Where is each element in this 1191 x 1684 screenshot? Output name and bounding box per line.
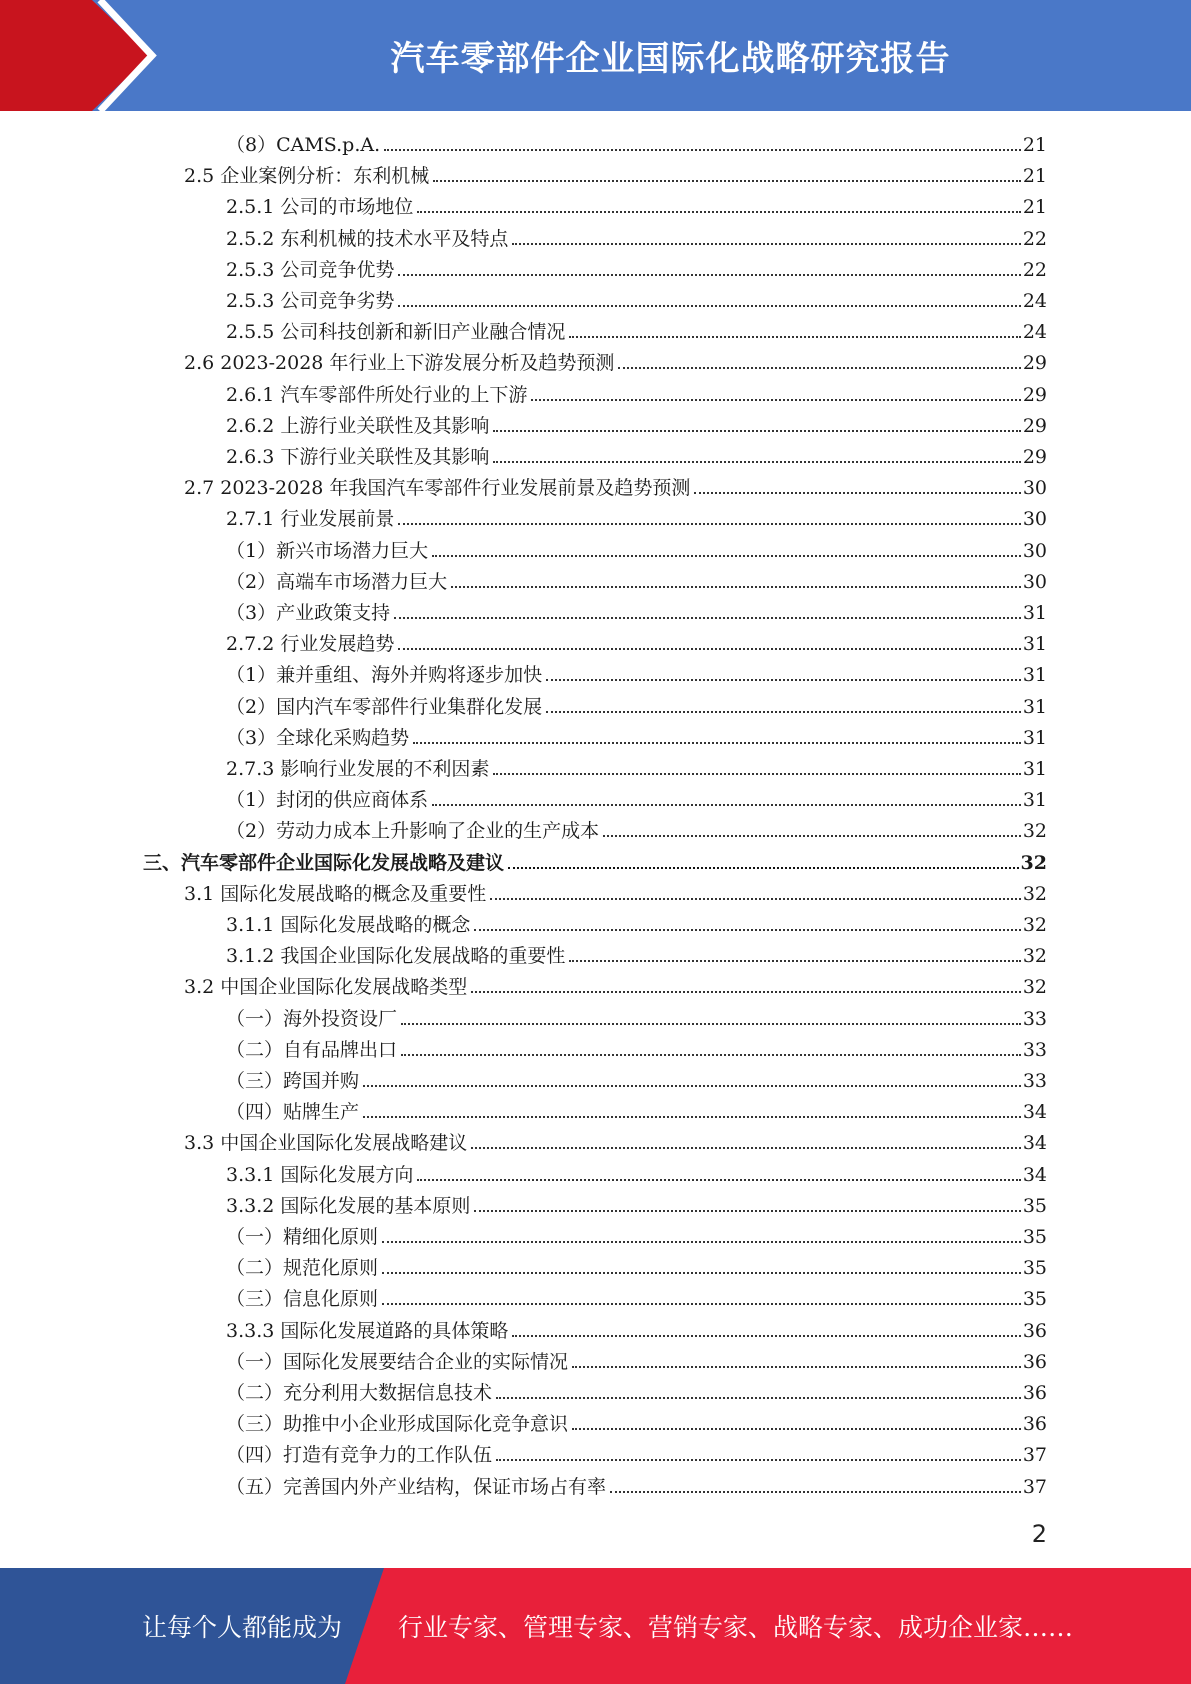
- toc-dot-leader: [493, 461, 1020, 463]
- toc-entry[interactable]: [184, 345, 1047, 375]
- toc-entry-page: 34: [1022, 1101, 1047, 1123]
- toc-entry-page: 37: [1022, 1444, 1047, 1466]
- toc-entry-label: 2.6.1 汽车零部件所处行业的上下游: [226, 384, 528, 406]
- toc-entry-page: 36: [1022, 1382, 1047, 1404]
- toc-entry[interactable]: [226, 782, 1047, 812]
- toc-entry[interactable]: [226, 1250, 1047, 1280]
- toc-dot-leader: [413, 742, 1021, 744]
- toc-entry-page: 37: [1022, 1476, 1047, 1498]
- toc-entry[interactable]: [226, 1313, 1047, 1343]
- toc-entry-page: 34: [1022, 1164, 1047, 1186]
- toc-entry-page: 35: [1022, 1195, 1047, 1217]
- toc-entry-page: 31: [1022, 633, 1047, 655]
- toc-entry[interactable]: [226, 221, 1047, 251]
- toc-entry-label: （3）产业政策支持: [226, 602, 391, 624]
- toc-entry-page: 31: [1022, 602, 1047, 624]
- toc-entry-page: 30: [1022, 571, 1047, 593]
- toc-dot-leader: [398, 648, 1020, 650]
- toc-entry[interactable]: [184, 1125, 1047, 1155]
- toc-dot-leader: [384, 149, 1021, 151]
- toc-entry-label: 2.6 2023-2028 年行业上下游发展分析及趋势预测: [184, 352, 615, 374]
- toc-entry[interactable]: [226, 595, 1047, 625]
- toc-entry[interactable]: [226, 377, 1047, 407]
- toc-entry-label: （2）高端车市场潜力巨大: [226, 571, 448, 593]
- toc-dot-leader: [493, 430, 1020, 432]
- toc-entry-label: 2.7 2023-2028 年我国汽车零部件行业发展前景及趋势预测: [184, 477, 691, 499]
- toc-entry-label: （1）兼并重组、海外并购将逐步加快: [226, 664, 543, 686]
- toc-entry-label: （1）新兴市场潜力巨大: [226, 540, 429, 562]
- toc-dot-leader: [572, 1428, 1021, 1430]
- toc-dot-leader: [398, 523, 1020, 525]
- toc-entry[interactable]: [226, 1094, 1047, 1124]
- footer-slogan-left: 让每个人都能成为: [142, 1613, 343, 1642]
- toc-entry-page: 32: [1020, 852, 1047, 874]
- toc-entry-page: 33: [1022, 1039, 1047, 1061]
- toc-entry[interactable]: [226, 1437, 1047, 1467]
- toc-entry-label: （3）全球化采购趋势: [226, 727, 410, 749]
- toc-entry-label: 2.5.1 公司的市场地位: [226, 196, 414, 218]
- toc-entry-label: 2.5 企业案例分析：东利机械: [184, 165, 430, 187]
- toc-dot-leader: [401, 1023, 1021, 1025]
- toc-dot-leader: [493, 773, 1020, 775]
- report-title: 汽车零部件企业国际化战略研究报告: [390, 39, 951, 79]
- toc-dot-leader: [398, 274, 1020, 276]
- toc-entry[interactable]: [226, 907, 1047, 937]
- toc-entry[interactable]: [226, 1001, 1047, 1031]
- toc-entry-label: 2.7.1 行业发展前景: [226, 508, 395, 530]
- toc-entry-page: 29: [1022, 415, 1047, 437]
- toc-entry[interactable]: [226, 626, 1047, 656]
- toc-entry-label: 3.3.2 国际化发展的基本原则: [226, 1195, 471, 1217]
- toc-entry-page: 36: [1022, 1320, 1047, 1342]
- toc-entry[interactable]: [226, 720, 1047, 750]
- toc-entry-page: 35: [1022, 1226, 1047, 1248]
- toc-entry-page: 31: [1022, 727, 1047, 749]
- toc-entry-page: 33: [1022, 1070, 1047, 1092]
- toc-dot-leader: [382, 1241, 1021, 1243]
- toc-entry[interactable]: [226, 439, 1047, 469]
- toc-entry-label: 2.5.2 东利机械的技术水平及特点: [226, 228, 509, 250]
- toc-dot-leader: [572, 1366, 1021, 1368]
- toc-entry[interactable]: [226, 938, 1047, 968]
- toc-entry[interactable]: [226, 1219, 1047, 1249]
- toc-entry-page: 33: [1022, 1008, 1047, 1030]
- toc-dot-leader: [618, 367, 1020, 369]
- toc-entry-label: （一）海外投资设厂: [226, 1008, 398, 1030]
- toc-entry-label: （2）国内汽车零部件行业集群化发展: [226, 696, 543, 718]
- toc-entry-label: 2.5.5 公司科技创新和新旧产业融合情况: [226, 321, 566, 343]
- page-footer: [0, 1568, 1191, 1684]
- toc-entry[interactable]: [226, 1032, 1047, 1062]
- toc-entry-page: 21: [1022, 196, 1047, 218]
- toc-dot-leader: [474, 929, 1020, 931]
- toc-entry[interactable]: [226, 1344, 1047, 1374]
- toc-dot-leader: [432, 804, 1021, 806]
- toc-entry[interactable]: [226, 1188, 1047, 1218]
- toc-entry-page: 34: [1022, 1132, 1047, 1154]
- toc-entry-page: 29: [1022, 352, 1047, 374]
- toc-entry-label: （四）贴牌生产: [226, 1101, 360, 1123]
- page-header: [0, 0, 1191, 111]
- toc-entry-label: 3.1.1 国际化发展战略的概念: [226, 914, 471, 936]
- toc-dot-leader: [610, 1491, 1021, 1493]
- toc-entry[interactable]: [226, 1063, 1047, 1093]
- toc-entry[interactable]: [226, 813, 1047, 843]
- page-number: 2: [1031, 1520, 1047, 1548]
- toc-entry-label: （二）规范化原则: [226, 1257, 379, 1279]
- toc-entry-label: 3.1.2 我国企业国际化发展战略的重要性: [226, 945, 566, 967]
- toc-entry[interactable]: [226, 1469, 1047, 1499]
- toc-dot-leader: [398, 305, 1020, 307]
- footer-slogan-right: 行业专家、管理专家、营销专家、战略专家、成功企业家……: [398, 1613, 1074, 1642]
- toc-dot-leader: [363, 1085, 1021, 1087]
- toc-dot-leader: [496, 1397, 1021, 1399]
- toc-entry-page: 21: [1022, 134, 1047, 156]
- toc-dot-leader: [474, 1210, 1020, 1212]
- toc-entry-page: 30: [1022, 477, 1047, 499]
- toc-entry[interactable]: [226, 1406, 1047, 1436]
- toc-entry-label: 2.6.3 下游行业关联性及其影响: [226, 446, 490, 468]
- toc-entry[interactable]: [226, 501, 1047, 531]
- toc-entry-label: 2.7.3 影响行业发展的不利因素: [226, 758, 490, 780]
- toc-entry-label: （三）助推中小企业形成国际化竞争意识: [226, 1413, 569, 1435]
- toc-entry-page: 32: [1022, 820, 1047, 842]
- toc-dot-leader: [451, 586, 1021, 588]
- toc-entry[interactable]: [226, 283, 1047, 313]
- toc-entry-label: （一）精细化原则: [226, 1226, 379, 1248]
- toc-dot-leader: [382, 1272, 1021, 1274]
- toc-dot-leader: [433, 180, 1021, 182]
- toc-dot-leader: [471, 991, 1021, 993]
- toc-entry-page: 31: [1022, 758, 1047, 780]
- toc-entry-label: （2）劳动力成本上升影响了企业的生产成本: [226, 820, 600, 842]
- toc-entry-label: 3.3.3 国际化发展道路的具体策略: [226, 1320, 509, 1342]
- toc-entry-label: 2.7.2 行业发展趋势: [226, 633, 395, 655]
- toc-dot-leader: [569, 336, 1020, 338]
- toc-dot-leader: [417, 211, 1020, 213]
- toc-entry-page: 31: [1022, 696, 1047, 718]
- toc-entry-page: 31: [1022, 664, 1047, 686]
- toc-dot-leader: [382, 1303, 1021, 1305]
- toc-entry[interactable]: [226, 689, 1047, 719]
- toc-entry[interactable]: [184, 470, 1047, 500]
- toc-entry[interactable]: [226, 252, 1047, 282]
- toc-dot-leader: [490, 898, 1021, 900]
- toc-entry-label: 3.2 中国企业国际化发展战略类型: [184, 976, 468, 998]
- toc-entry-page: 21: [1022, 165, 1047, 187]
- toc-entry[interactable]: [143, 845, 1047, 875]
- toc-entry[interactable]: [226, 1157, 1047, 1187]
- toc-entry[interactable]: [226, 533, 1047, 563]
- toc-entry-page: 22: [1022, 259, 1047, 281]
- toc-dot-leader: [694, 492, 1020, 494]
- toc-entry-label: （8）CAMS.p.A.: [226, 134, 381, 156]
- toc-entry-label: （一）国际化发展要结合企业的实际情况: [226, 1351, 569, 1373]
- toc-dot-leader: [546, 679, 1021, 681]
- toc-entry-page: 30: [1022, 508, 1047, 530]
- toc-dot-leader: [417, 1179, 1020, 1181]
- toc-entry[interactable]: [226, 314, 1047, 344]
- toc-entry-label: 3.3 中国企业国际化发展战略建议: [184, 1132, 468, 1154]
- toc-entry-page: 32: [1022, 883, 1047, 905]
- toc-entry-page: 36: [1022, 1351, 1047, 1373]
- toc-dot-leader: [496, 1459, 1021, 1461]
- toc-dot-leader: [432, 555, 1021, 557]
- toc-dot-leader: [569, 960, 1020, 962]
- toc-entry-page: 32: [1022, 976, 1047, 998]
- toc-dot-leader: [394, 617, 1021, 619]
- toc-entry-label: （二）充分利用大数据信息技术: [226, 1382, 493, 1404]
- toc-entry-page: 35: [1022, 1288, 1047, 1310]
- toc-entry-page: 31: [1022, 789, 1047, 811]
- toc-entry-label: 2.5.3 公司竞争劣势: [226, 290, 395, 312]
- toc-dot-leader: [508, 867, 1019, 869]
- toc-entry-page: 24: [1022, 321, 1047, 343]
- toc-entry[interactable]: [226, 657, 1047, 687]
- toc-entry-label: 三、汽车零部件企业国际化发展战略及建议: [143, 852, 505, 874]
- toc-entry-label: 2.5.3 公司竞争优势: [226, 259, 395, 281]
- toc-dot-leader: [512, 1335, 1020, 1337]
- toc-entry[interactable]: [226, 1281, 1047, 1311]
- toc-entry-page: 35: [1022, 1257, 1047, 1279]
- toc-entry-page: 29: [1022, 446, 1047, 468]
- toc-entry[interactable]: [184, 158, 1047, 188]
- toc-entry-label: 3.1 国际化发展战略的概念及重要性: [184, 883, 487, 905]
- toc-entry[interactable]: [226, 127, 1047, 157]
- toc-entry-page: 29: [1022, 384, 1047, 406]
- toc-entry[interactable]: [226, 751, 1047, 781]
- toc-entry[interactable]: [226, 1375, 1047, 1405]
- toc-dot-leader: [546, 711, 1021, 713]
- toc-entry-page: 30: [1022, 540, 1047, 562]
- toc-entry-page: 32: [1022, 914, 1047, 936]
- toc-entry-page: 32: [1022, 945, 1047, 967]
- toc-entry[interactable]: [226, 189, 1047, 219]
- toc-entry[interactable]: [184, 876, 1047, 906]
- toc-entry-label: （三）信息化原则: [226, 1288, 379, 1310]
- toc-entry[interactable]: [226, 564, 1047, 594]
- toc-entry[interactable]: [184, 969, 1047, 999]
- toc-entry[interactable]: [226, 408, 1047, 438]
- toc-dot-leader: [531, 399, 1020, 401]
- toc-entry-page: 24: [1022, 290, 1047, 312]
- toc-dot-leader: [363, 1116, 1021, 1118]
- toc-entry-label: 2.6.2 上游行业关联性及其影响: [226, 415, 490, 437]
- toc-entry-label: （三）跨国并购: [226, 1070, 360, 1092]
- toc-entry-label: （四）打造有竞争力的工作队伍: [226, 1444, 493, 1466]
- toc-entry-label: （五）完善国内外产业结构，保证市场占有率: [226, 1476, 607, 1498]
- toc-dot-leader: [471, 1147, 1021, 1149]
- toc-dot-leader: [512, 243, 1020, 245]
- toc-entry-page: 36: [1022, 1413, 1047, 1435]
- toc-entry-label: 3.3.1 国际化发展方向: [226, 1164, 414, 1186]
- toc-entry-page: 22: [1022, 228, 1047, 250]
- toc-entry-label: （二）自有品牌出口: [226, 1039, 398, 1061]
- toc-entry-label: （1）封闭的供应商体系: [226, 789, 429, 811]
- toc-dot-leader: [603, 835, 1021, 837]
- toc-dot-leader: [401, 1054, 1021, 1056]
